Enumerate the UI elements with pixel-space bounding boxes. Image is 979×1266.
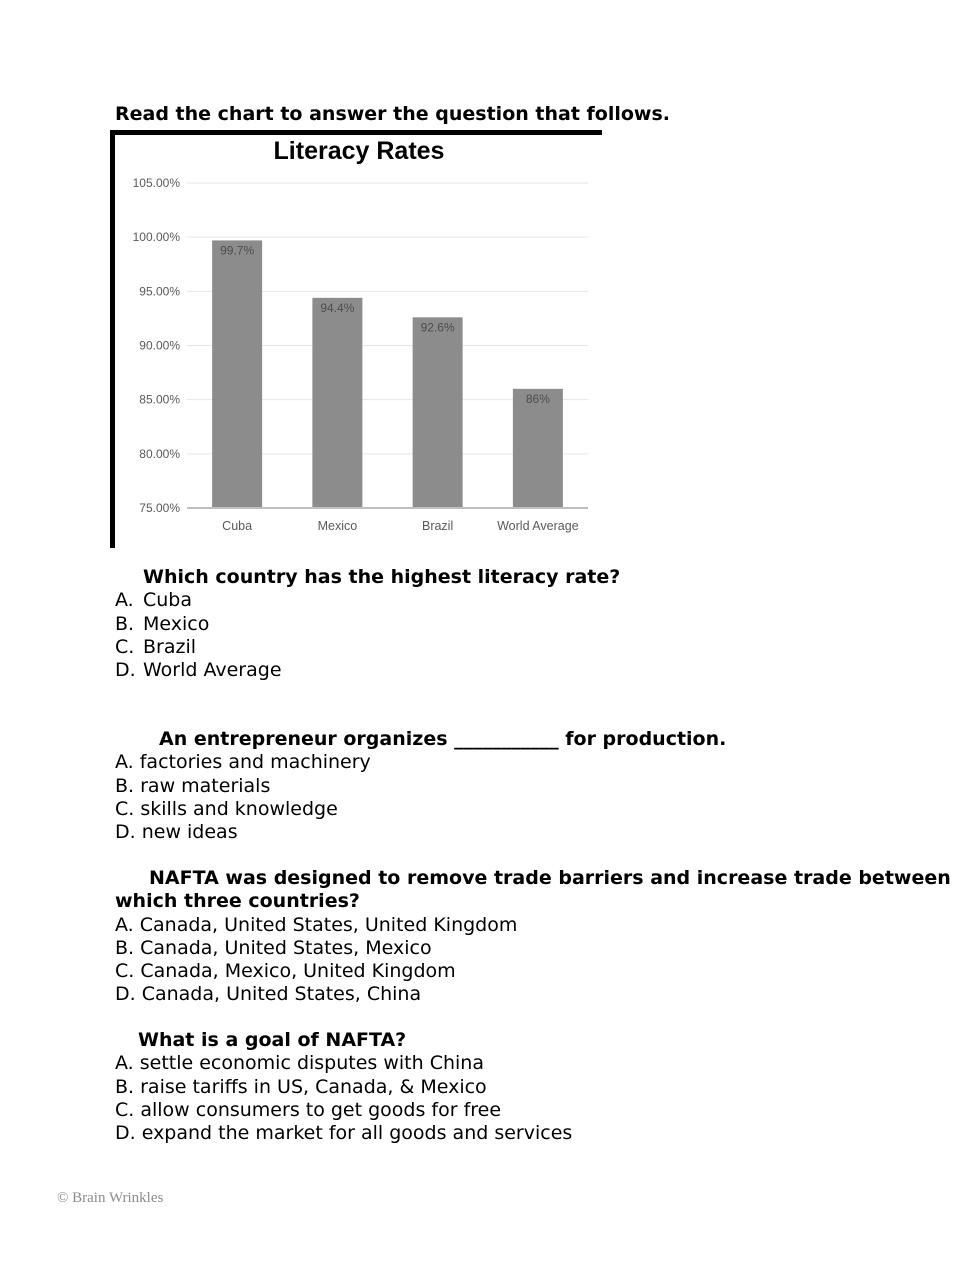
option-letter: B. xyxy=(115,612,135,635)
question-2-option-d[interactable]: D. new ideas xyxy=(115,821,238,844)
question-3-option-c[interactable]: C. Canada, Mexico, United Kingdom xyxy=(115,960,456,983)
question-4-option-a[interactable]: A. settle economic disputes with China xyxy=(115,1052,484,1075)
question-3-option-b[interactable]: B. Canada, United States, Mexico xyxy=(115,936,432,959)
option-text: Brazil xyxy=(143,635,197,658)
option-text: Cuba xyxy=(143,589,193,612)
x-tick-label: World Average xyxy=(497,519,579,533)
question-3-option-d[interactable]: D. Canada, United States, China xyxy=(115,983,422,1006)
x-tick-label: Mexico xyxy=(317,519,358,533)
question-4-option-c[interactable]: C. allow consumers to get goods for free xyxy=(115,1098,502,1121)
x-tick-label: Cuba xyxy=(222,519,253,533)
question-3-stem-line-2: which three countries? xyxy=(115,890,360,913)
instruction-text: Read the chart to answer the question that follows. xyxy=(115,103,670,125)
y-tick-label: 90.00% xyxy=(139,338,180,353)
copyright-footer: © Brain Wrinkles xyxy=(57,1190,164,1206)
literacy-chart xyxy=(110,130,602,548)
bar xyxy=(312,298,362,508)
question-2-option-b[interactable]: B. raw materials xyxy=(115,774,271,797)
option-letter: D. xyxy=(115,659,136,682)
bar xyxy=(413,317,463,508)
question-1-stem: Which country has the highest literacy rate? xyxy=(143,566,621,588)
question-4-stem: What is a goal of NAFTA? xyxy=(138,1029,407,1051)
data-label: 94.4% xyxy=(320,300,355,315)
question-1 xyxy=(115,566,620,682)
data-label: 86% xyxy=(525,391,550,406)
question-3-stem-line-1: NAFTA was designed to remove trade barriers and increase trade between xyxy=(149,867,951,889)
option-letter: C. xyxy=(115,635,135,658)
y-tick-label: 75.00% xyxy=(139,501,180,515)
y-tick-label: 85.00% xyxy=(139,392,180,407)
question-1-option-c[interactable] xyxy=(115,636,620,659)
chart-svg xyxy=(110,130,602,548)
bar xyxy=(212,240,262,508)
y-tick-label: 105.00% xyxy=(132,176,180,190)
question-2-option-c[interactable]: C. skills and knowledge xyxy=(115,797,338,820)
question-1-option-d[interactable] xyxy=(115,659,620,682)
data-label: 92.6% xyxy=(420,320,455,335)
question-1-option-b[interactable] xyxy=(115,613,620,636)
data-label: 99.7% xyxy=(220,243,255,258)
question-1-option-a[interactable] xyxy=(115,589,620,612)
question-3 xyxy=(115,867,951,1007)
y-tick-label: 95.00% xyxy=(139,284,180,299)
question-2-option-a[interactable]: A. factories and machinery xyxy=(115,751,371,774)
question-4-option-b[interactable]: B. raise tariffs in US, Canada, & Mexico xyxy=(115,1075,487,1098)
y-tick-label: 80.00% xyxy=(139,446,180,461)
question-4 xyxy=(115,1029,572,1145)
option-text: Mexico xyxy=(143,612,210,635)
chart-title: Literacy Rates xyxy=(273,137,445,165)
question-2-stem: An entrepreneur organizes ___________ for production. xyxy=(159,728,727,750)
bar xyxy=(513,389,563,508)
chart-frame-left-border xyxy=(110,130,115,548)
question-2 xyxy=(115,728,726,844)
y-tick-label: 100.00% xyxy=(132,230,180,245)
chart-frame-top-border xyxy=(110,130,602,135)
option-text: World Average xyxy=(143,659,282,682)
question-4-option-d[interactable]: D. expand the market for all goods and services xyxy=(115,1122,573,1145)
x-tick-label: Brazil xyxy=(421,519,454,533)
question-3-option-a[interactable]: A. Canada, United States, United Kingdom xyxy=(115,913,518,936)
option-letter: A. xyxy=(115,589,134,612)
